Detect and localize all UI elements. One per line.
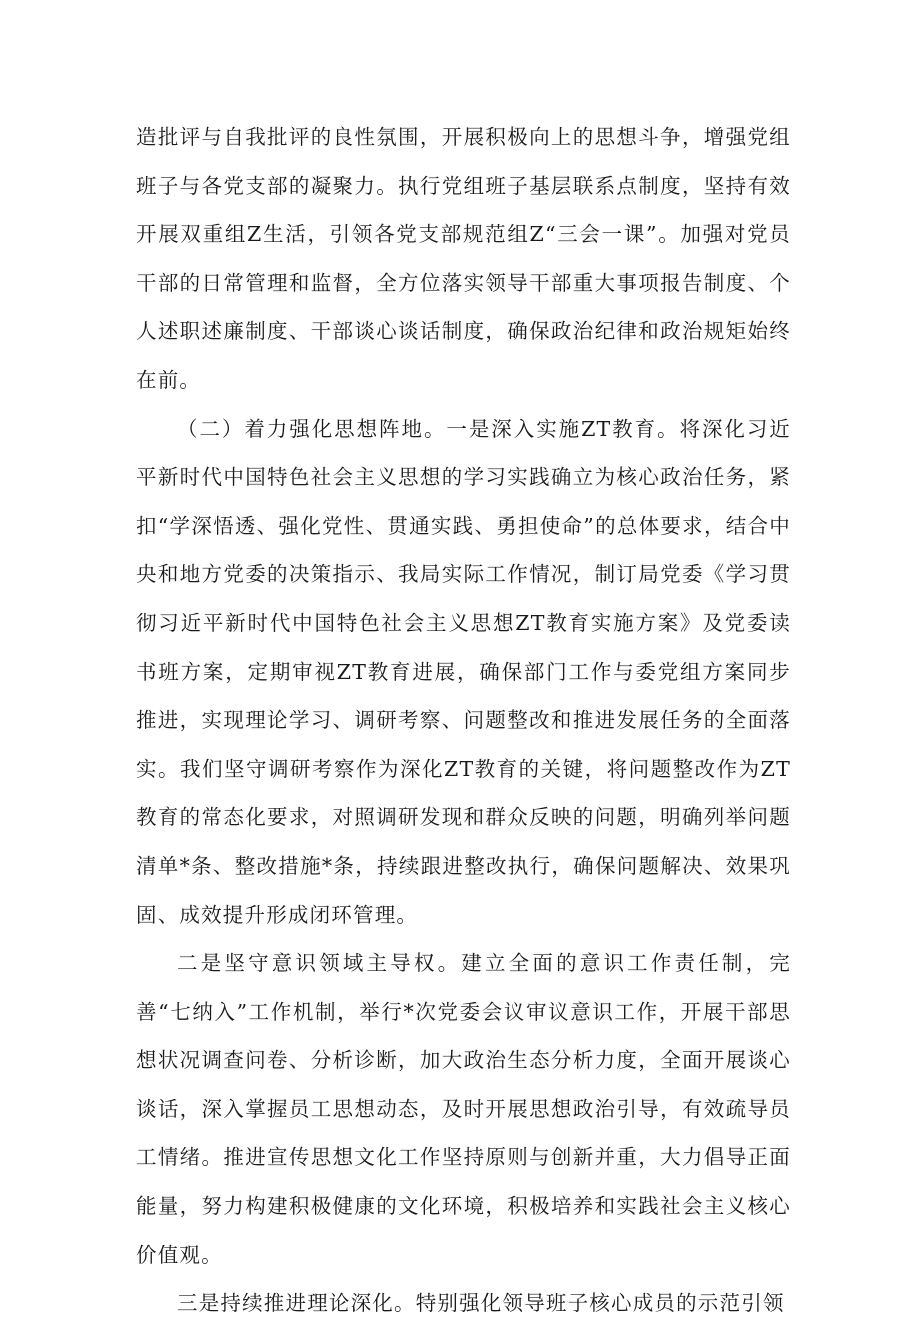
paragraph-thought-front: （二）着力强化思想阵地。一是深入实施ZT教育。将深化习近平新时代中国特色社会主义思想的学习实践确立为核心政治任务，紧扣“学深悟透、强化党性、贯通实践、勇担使命”的总体要求，结合中央和地方党委的决策指示、我局实际工作情况，制订局党委《学习贯彻习近平新时代中国特色社会主义思想ZT教育实施方案》及党委读书班方案，定期审视ZT教育进展，确保部门工作与委党组方案同步推进，实现理论学习、调研考察、问题整改和推进发展任务的全面落实。我们坚守调研考察作为深化ZT教育的关键，将问题整改作为ZT教育的常态化要求，对照调研发现和群众反映的问题，明确列举问题清单*条、整改措施*条，持续跟进整改执行，确保问题解决、效果巩固、成效提升形成闭环管理。 [136,416,791,927]
paragraph-theory-deepening: 三是持续推进理论深化。特别强化领导班子核心成员的示范引领 [177,1291,785,1316]
document-body [136,113,791,1328]
paragraph-continuation: 造批评与自我批评的良性氛围，开展积极向上的思想斗争，增强党组班子与各党支部的凝聚力。执行党组班子基层联系点制度，坚持有效开展双重组Z生活，引领各党支部规范组Z“三会一课”。加强对党员干部的日常管理和监督，全方位落实领导干部重大事项报告制度、个人述职述廉制度、干部谈心谈话制度，确保政治纪律和政治规矩始终在前。 [136,125,791,392]
paragraph-ideology-leadership: 二是坚守意识领域主导权。建立全面的意识工作责任制，完善“七纳入”工作机制，举行*次党委会议审议意识工作，开展干部思想状况调查问卷、分析诊断，加大政治生态分析力度，全面开展谈心谈话，深入掌握员工思想动态，及时开展思想政治引导，有效疏导员工情绪。推进宣传思想文化工作坚持原则与创新并重，大力倡导正面能量，努力构建积极健康的文化环境，积极培养和实践社会主义核心价值观。 [136,951,791,1267]
